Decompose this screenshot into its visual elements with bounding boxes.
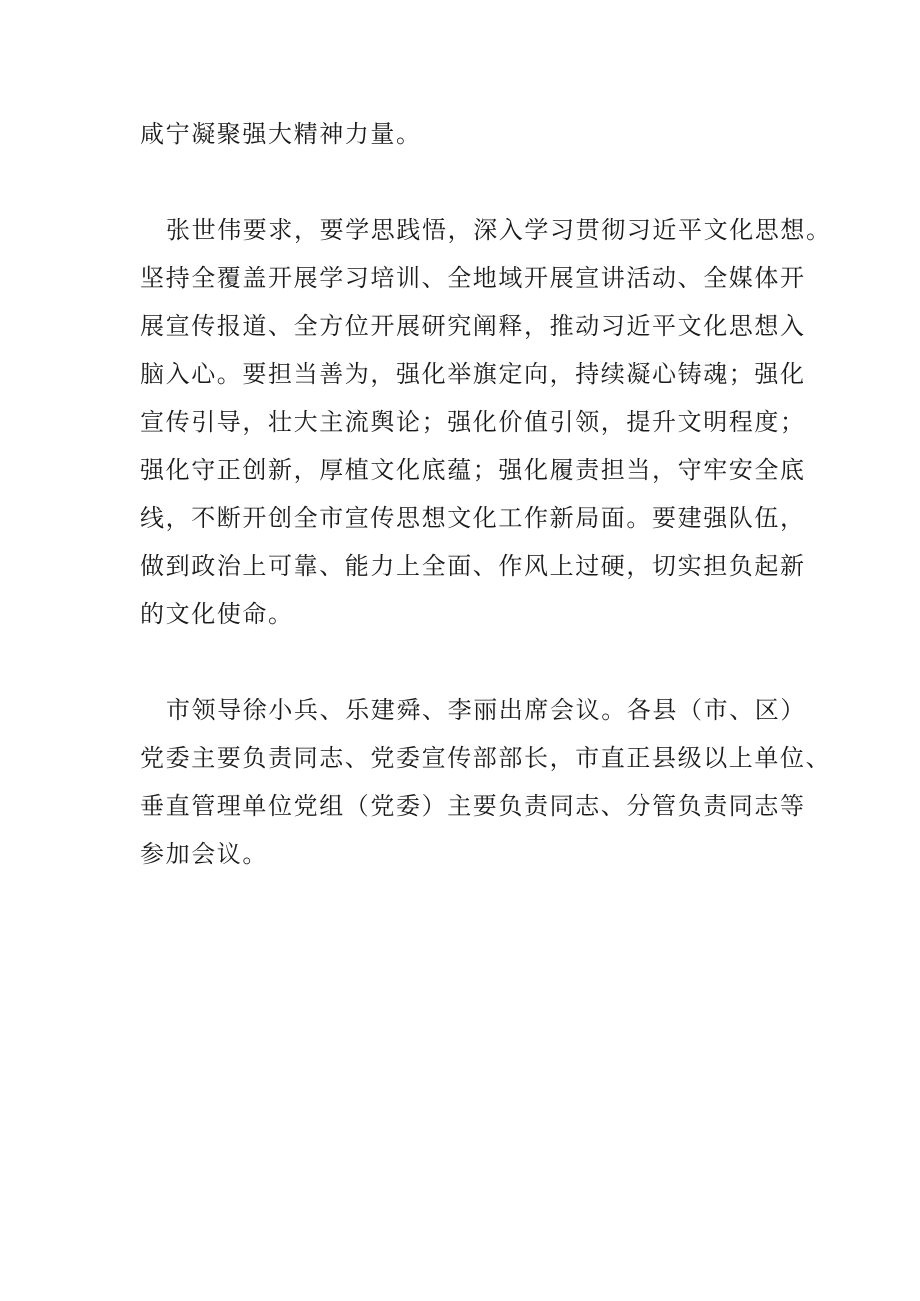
text-line: 的文化使命。 bbox=[140, 600, 294, 628]
text-line: 坚持全覆盖开展学习培训、全地域开展宣讲活动、全媒体开 bbox=[140, 264, 806, 292]
text-line: 垂直管理单位党组（党委）主要负责同志、分管负责同志等 bbox=[140, 792, 806, 820]
text-line: 强化守正创新，厚植文化底蕴；强化履责担当，守牢安全底 bbox=[140, 456, 806, 484]
text-line: 宣传引导，壮大主流舆论；强化价值引领，提升文明程度； bbox=[140, 408, 806, 436]
text-line: 参加会议。 bbox=[140, 840, 268, 868]
text-line: 市领导徐小兵、乐建舜、李丽出席会议。各县（市、区） bbox=[166, 696, 806, 724]
text-line: 展宣传报道、全方位开展研究阐释，推动习近平文化思想入 bbox=[140, 312, 806, 340]
text-line: 张世伟要求，要学思践悟，深入学习贯彻习近平文化思想。 bbox=[166, 216, 832, 244]
text-line: 党委主要负责同志、党委宣传部部长，市直正县级以上单位、 bbox=[140, 744, 832, 772]
text-line: 脑入心。要担当善为，强化举旗定向，持续凝心铸魂；强化 bbox=[140, 360, 806, 388]
text-line: 线，不断开创全市宣传思想文化工作新局面。要建强队伍， bbox=[140, 504, 806, 532]
text-line: 咸宁凝聚强大精神力量。 bbox=[140, 120, 422, 148]
text-line: 做到政治上可靠、能力上全面、作风上过硬，切实担负起新 bbox=[140, 552, 806, 580]
